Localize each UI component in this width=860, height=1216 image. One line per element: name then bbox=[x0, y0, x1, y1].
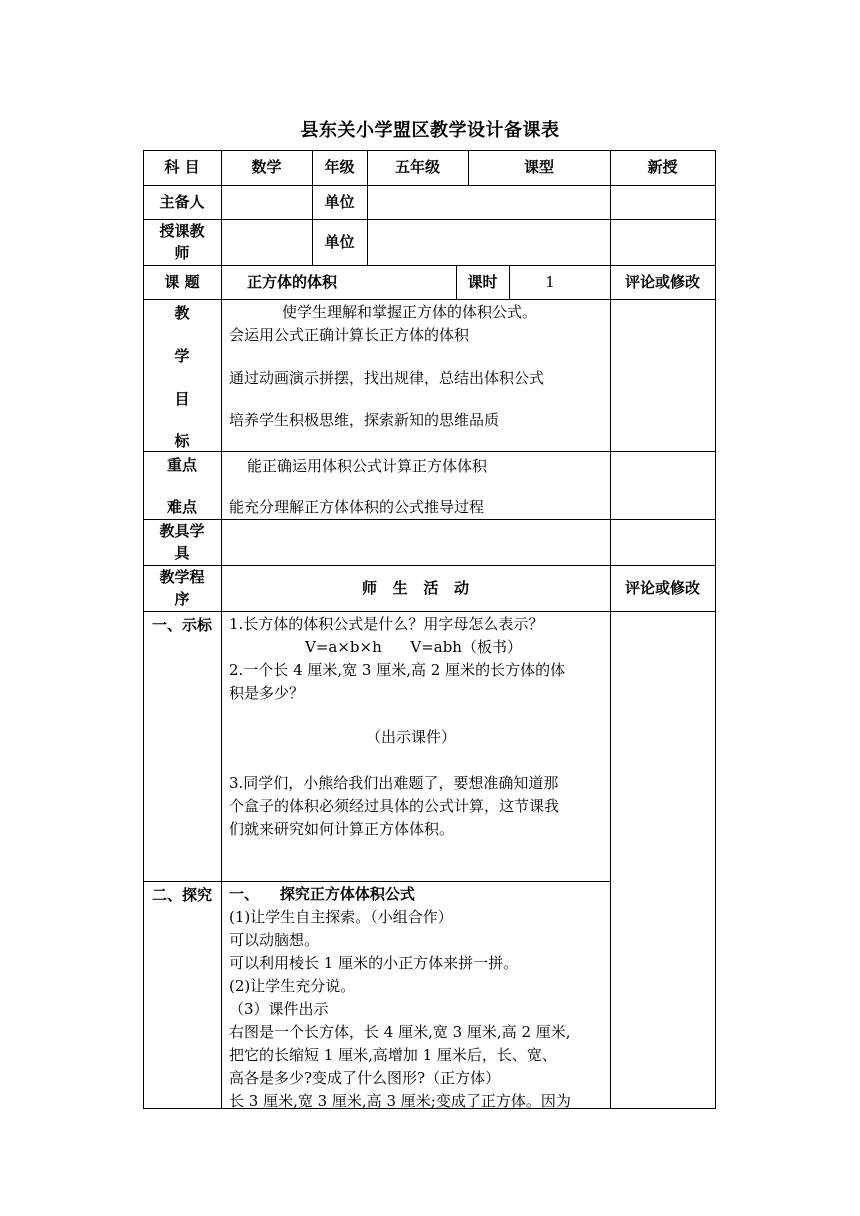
comment-label: 评论或修改 bbox=[624, 273, 700, 291]
section2-line-8: 把它的长缩短 1 厘米,高增加 1 厘米后，长、宽、 bbox=[229, 1046, 557, 1064]
section1-line-2: V=a×b×h V=abh（板书） bbox=[305, 638, 522, 656]
key-point-text: 能正确运用体积公式计算正方体体积 bbox=[247, 457, 488, 475]
section2-label: 二、探究 bbox=[151, 886, 212, 904]
grade-label: 年级 bbox=[324, 158, 355, 176]
section1-line-4: 积是多少？ bbox=[229, 684, 305, 702]
section2-line-7: 右图是一个长方体，长 4 厘米,宽 3 厘米,高 2 厘米, bbox=[229, 1023, 571, 1041]
section2-line-3: 可以动脑想。 bbox=[229, 931, 320, 949]
section1-line-5: （出示课件） bbox=[366, 728, 457, 746]
process-label-line2: 序 bbox=[174, 590, 190, 608]
topic-value: 正方体的体积 bbox=[247, 273, 338, 291]
section1-label: 一、示标 bbox=[151, 616, 212, 634]
goals-label-char-3: 目 bbox=[174, 390, 190, 408]
lesson-type-label: 课型 bbox=[523, 158, 554, 176]
document-title: 县东关小学盟区教学设计备课表 bbox=[300, 120, 560, 141]
topic-label: 课 题 bbox=[164, 273, 200, 291]
tools-label-line2: 具 bbox=[174, 544, 190, 562]
goal-line-1: 使学生理解和掌握正方体的体积公式。 bbox=[282, 303, 538, 321]
section2-line-2: (1)让学生自主探索。（小组合作） bbox=[229, 908, 453, 926]
subject-label: 科 目 bbox=[164, 158, 200, 176]
teacher-label-line1: 授课教 bbox=[159, 222, 205, 240]
period-label: 课时 bbox=[467, 273, 498, 291]
section1-line-8: 们就来研究如何计算正方体体积。 bbox=[229, 820, 455, 838]
section2-line-6: （3）课件出示 bbox=[229, 1000, 329, 1018]
section1-line-6: 3.同学们，小熊给我们出难题了，要想准确知道那 bbox=[229, 774, 559, 792]
lesson-type-value: 新授 bbox=[647, 158, 678, 176]
section1-line-1: 1.长方体的体积公式是什么？用字母怎么表示？ bbox=[229, 615, 544, 633]
goal-line-2: 会运用公式正确计算长正方体的体积 bbox=[229, 326, 470, 344]
goals-label-char-4: 标 bbox=[174, 432, 190, 450]
key-point-label: 重点 bbox=[166, 456, 197, 474]
section2-line-4: 可以利用棱长 1 厘米的小正方体来拼一拼。 bbox=[229, 954, 519, 972]
goals-label-char-2: 学 bbox=[174, 347, 190, 365]
section2-line-1: 一、 探究正方体体积公式 bbox=[229, 885, 415, 903]
section1-line-7: 个盒子的体积必须经过具体的公式计算，这节课我 bbox=[229, 797, 560, 815]
grade-value: 五年级 bbox=[394, 158, 440, 176]
section2-line-10: 长 3 厘米,宽 3 厘米,高 3 厘米;变成了正方体。因为 bbox=[229, 1092, 571, 1110]
goals-label-char-1: 教 bbox=[174, 304, 190, 322]
preparer-label: 主备人 bbox=[159, 193, 205, 211]
period-value: 1 bbox=[545, 273, 555, 291]
tools-label-line1: 教具学 bbox=[159, 522, 205, 540]
difficult-point-text: 能充分理解正方体体积的公式推导过程 bbox=[229, 498, 485, 516]
activity-header: 师 生 活 动 bbox=[362, 579, 469, 597]
section2-line-5: (2)让学生充分说。 bbox=[229, 977, 356, 995]
process-label-line1: 教学程 bbox=[159, 568, 205, 586]
section2-line-9: 高各是多少?变成了什么图形?（正方体） bbox=[229, 1069, 501, 1087]
goal-line-3: 通过动画演示拼摆，找出规律，总结出体积公式 bbox=[229, 369, 545, 387]
preparer-unit-label: 单位 bbox=[324, 193, 355, 211]
subject-value: 数学 bbox=[251, 158, 282, 176]
process-comment-label: 评论或修改 bbox=[624, 579, 700, 597]
difficult-point-label: 难点 bbox=[166, 498, 197, 516]
section1-line-3: 2.一个长 4 厘米,宽 3 厘米,高 2 厘米的长方体的体 bbox=[229, 661, 566, 679]
goal-line-4: 培养学生积极思维，探索新知的思维品质 bbox=[229, 411, 500, 429]
teacher-unit-label: 单位 bbox=[324, 233, 355, 251]
teacher-label-line2: 师 bbox=[174, 244, 190, 262]
